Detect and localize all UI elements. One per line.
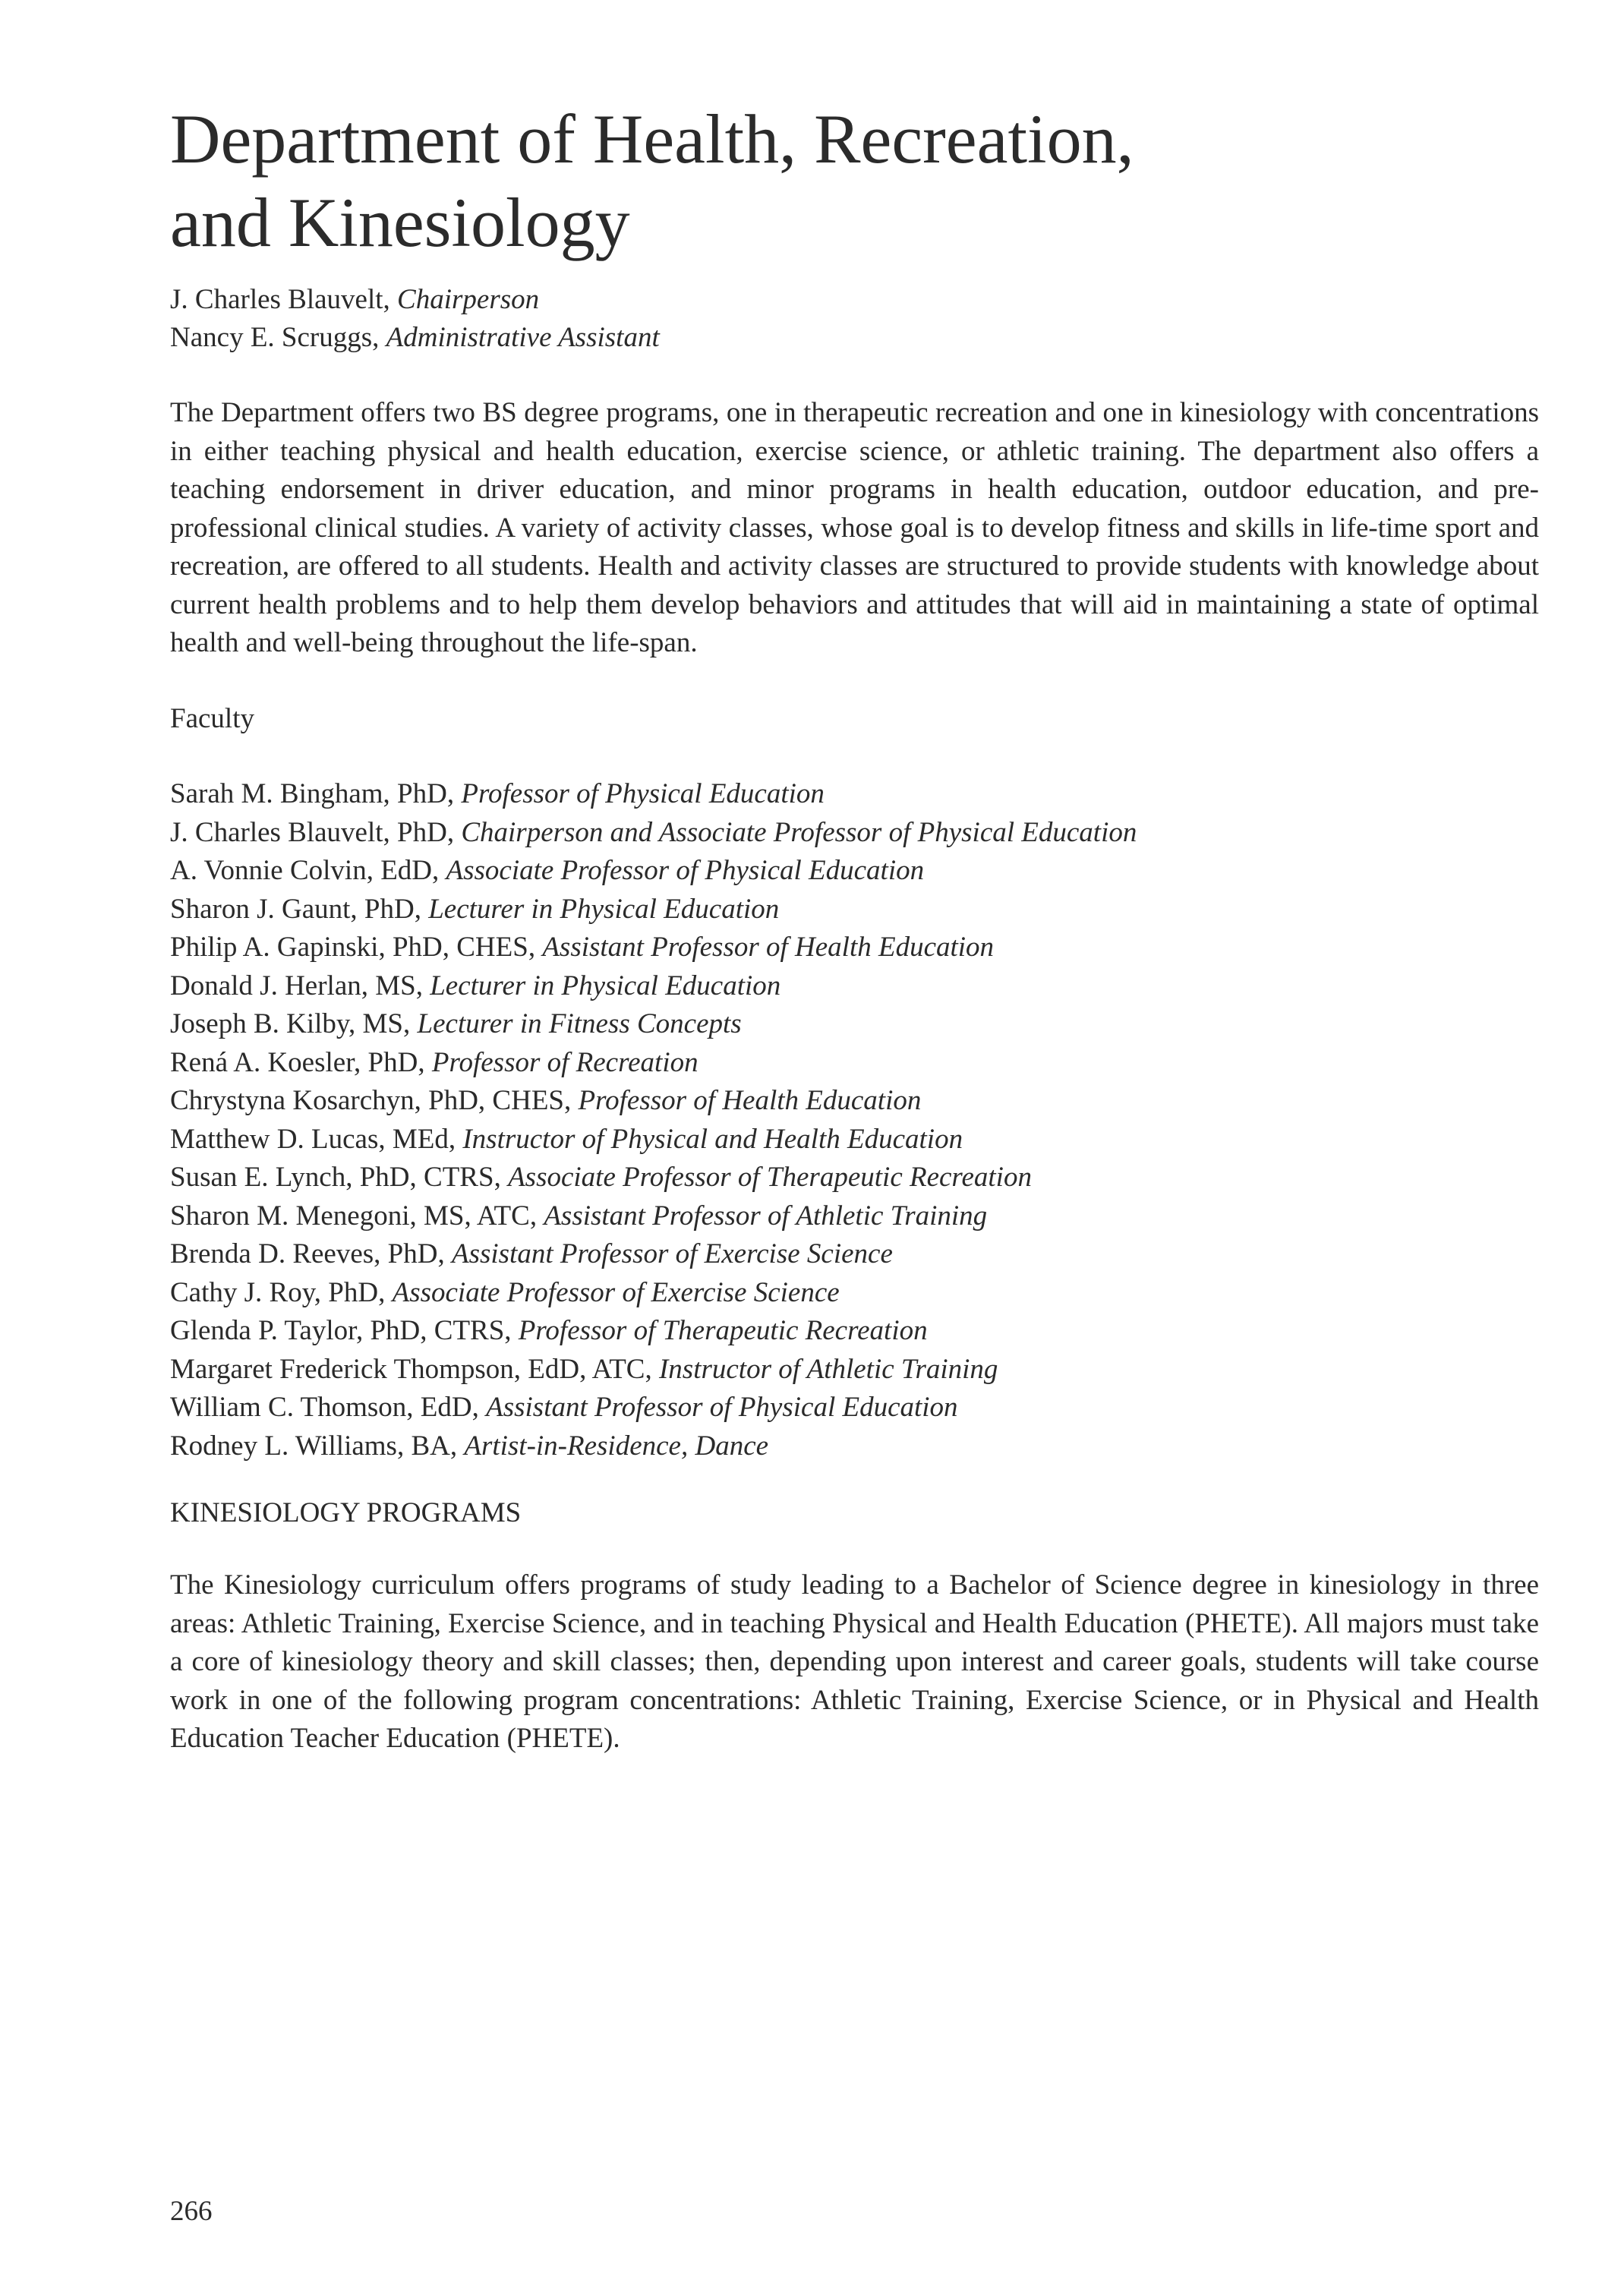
kinesiology-programs-paragraph: The Kinesiology curriculum offers programs of study leading to a Bachelor of Science degree in kinesiology in three areas: Athletic Training, Exercise Science, and in teaching Physical and Health Education (PHETE). All majors must take a core of kinesiology theory and skill classes; then, depending upon interest and career goals, students will take course work in one of the following program concentrations: Athletic Training, Exercise Science, or in Physical and Health Education Teacher Education (PHETE). [170, 1569, 1539, 1754]
faculty-name: Donald J. Herlan, MS, [170, 970, 430, 1001]
officer-role: Administrative Assistant [386, 322, 660, 353]
faculty-member [170, 1389, 1537, 1427]
faculty-title: Lecturer in Physical Education [430, 970, 781, 1001]
faculty-title: Assistant Professor of Exercise Science [451, 1238, 893, 1269]
faculty-member [170, 852, 1537, 891]
faculty-title: Professor of Physical Education [461, 778, 825, 809]
faculty-member [170, 1159, 1537, 1197]
faculty-member [170, 1274, 1537, 1313]
faculty-title: Instructor of Athletic Training [658, 1353, 998, 1385]
faculty-name: Susan E. Lynch, PhD, CTRS, [170, 1162, 509, 1193]
faculty-title: Lecturer in Physical Education [428, 893, 780, 925]
faculty-name: Glenda P. Taylor, PhD, CTRS, [170, 1315, 519, 1346]
faculty-title: Lecturer in Fitness Concepts [417, 1008, 742, 1039]
faculty-name: Philip A. Gapinski, PhD, CHES, [170, 932, 543, 963]
faculty-name: Joseph B. Kilby, MS, [170, 1008, 418, 1039]
faculty-title: Professor of Health Education [578, 1085, 922, 1116]
faculty-member [170, 1197, 1537, 1236]
faculty-name: William C. Thomson, EdD, [170, 1392, 487, 1423]
officer-admin-assistant [170, 319, 1537, 357]
faculty-name: Matthew D. Lucas, MEd, [170, 1123, 463, 1155]
faculty-title: Assistant Professor of Physical Education [486, 1392, 958, 1423]
faculty-title: Professor of Therapeutic Recreation [518, 1315, 928, 1346]
officer-name: Nancy E. Scruggs, [170, 322, 386, 353]
faculty-title: Associate Professor of Physical Education [446, 855, 925, 886]
faculty-member [170, 1044, 1537, 1083]
title-line-2: and Kinesiology [170, 184, 630, 261]
faculty-heading: Faculty [170, 703, 254, 734]
faculty-member [170, 1351, 1537, 1389]
faculty-title: Professor of Recreation [431, 1046, 698, 1078]
faculty-member [170, 1427, 1537, 1466]
faculty-list [170, 775, 1537, 1465]
faculty-name: Rená A. Koesler, PhD, [170, 1046, 432, 1078]
faculty-name: Rodney L. Williams, BA, [170, 1430, 465, 1462]
faculty-name: Chrystyna Kosarchyn, PhD, CHES, [170, 1085, 579, 1116]
faculty-title: Assistant Professor of Athletic Training [544, 1200, 988, 1232]
faculty-member [170, 891, 1537, 929]
officer-role: Chairperson [397, 284, 540, 315]
faculty-name: Cathy J. Roy, PhD, [170, 1276, 393, 1308]
faculty-member [170, 1121, 1537, 1159]
faculty-title: Chairperson and Associate Professor of Physical Education [461, 816, 1137, 848]
officer-chairperson [170, 281, 1537, 319]
faculty-member [170, 967, 1537, 1006]
faculty-member [170, 814, 1537, 853]
faculty-title: Instructor of Physical and Health Education [462, 1123, 963, 1155]
faculty-member [170, 1005, 1537, 1044]
faculty-member [170, 1082, 1537, 1121]
faculty-title: Associate Professor of Therapeutic Recreation [508, 1162, 1032, 1193]
faculty-name: Brenda D. Reeves, PhD, [170, 1238, 452, 1269]
faculty-name: A. Vonnie Colvin, EdD, [170, 855, 446, 886]
faculty-name: J. Charles Blauvelt, PhD, [170, 816, 462, 848]
page-number: 266 [170, 2196, 213, 2227]
faculty-name: Sharon J. Gaunt, PhD, [170, 893, 429, 925]
faculty-title: Assistant Professor of Health Education [542, 932, 995, 963]
department-officers [170, 281, 1537, 357]
faculty-member [170, 1235, 1537, 1274]
department-intro-paragraph: The Department offers two BS degree programs, one in therapeutic recreation and one in kinesiology with concentrations in either teaching physical and health education, exercise science, or athletic training. The department also offers a teaching endorsement in driver education, and minor programs in health education, outdoor education, and pre-professional clinical studies. A variety of activity classes, whose goal is to develop fitness and skills in life-time sport and recreation, are offered to all students. Health and activity classes are structured to provide students with knowledge about current health problems and to help them develop behaviors and attitudes that will aid in maintaining a state of optimal health and well-being throughout the life-span. [170, 397, 1539, 658]
officer-name: J. Charles Blauvelt, [170, 284, 398, 315]
faculty-name: Margaret Frederick Thompson, EdD, ATC, [170, 1353, 659, 1385]
faculty-member [170, 929, 1537, 967]
faculty-name: Sarah M. Bingham, PhD, [170, 778, 462, 809]
faculty-member [170, 1312, 1537, 1351]
page-title [170, 97, 1537, 264]
kinesiology-programs-heading: KINESIOLOGY PROGRAMS [170, 1497, 522, 1528]
title-line-1: Department of Health, Recreation, [170, 100, 1134, 178]
faculty-member [170, 775, 1537, 814]
faculty-title: Associate Professor of Exercise Science [392, 1276, 840, 1308]
faculty-name: Sharon M. Menegoni, MS, ATC, [170, 1200, 544, 1232]
faculty-title: Artist-in-Residence, Dance [464, 1430, 769, 1462]
